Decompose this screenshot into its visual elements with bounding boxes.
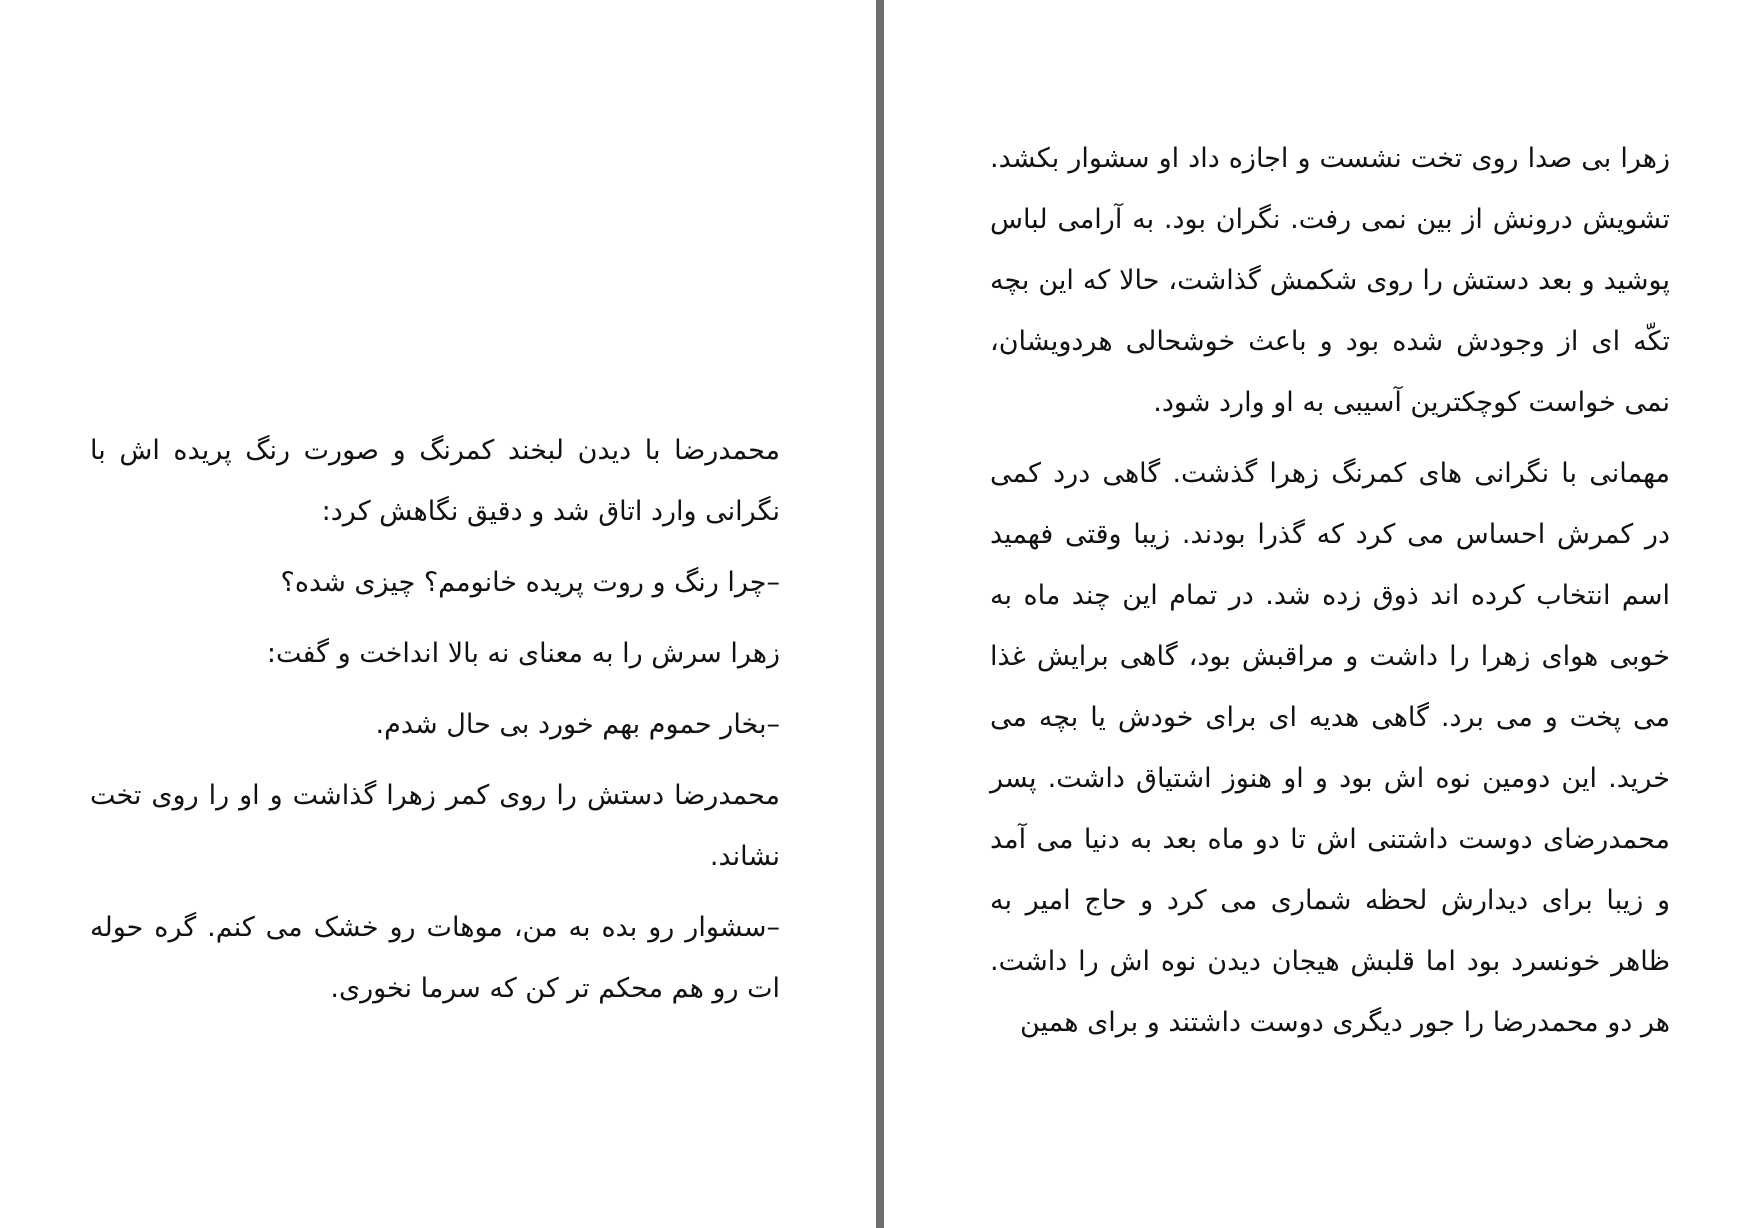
left-paragraph-1: محمدرضا با دیدن لبخند کمرنگ و صورت رنگ پریده اش با نگرانی وارد اتاق شد و دقیق نگاهش کرد: [90, 435, 780, 527]
right-paragraph-1: زهرا بی صدا روی تخت نشست و اجازه داد او سشوار بکشد. تشویش درونش از بین نمی رفت. نگران بود. به آرامی لباس پوشید و بعد دستش را روی شکمش گذاشت، حالا که این بچه تکّه ای از وجودش شده بود و باعث خوشحالی هردویشان، نمی خواست کوچکترین آسیبی به او وارد شود. [990, 143, 1670, 418]
left-paragraph-3: زهرا سرش را به معنای نه بالا انداخت و گفت: [266, 638, 780, 669]
page-gutter [876, 0, 884, 1228]
left-paragraph-4: –بخار حموم بهم خورد بی حال شدم. [375, 709, 780, 740]
left-paragraph-6: –سشوار رو بده به من، موهات رو خشک می کنم. گره حوله ات رو هم محکم تر کن که سرما نخوری. [90, 912, 780, 1004]
left-paragraph-2: –چرا رنگ و روت پریده خانومم؟ چیزی شده؟ [280, 567, 780, 598]
left-paragraph-5: محمدرضا دستش را روی کمر زهرا گذاشت و او را روی تخت نشاند. [90, 780, 780, 872]
right-page-text [990, 128, 1670, 1063]
left-page-text [90, 420, 780, 1029]
right-paragraph-2: مهمانی با نگرانی های کمرنگ زهرا گذشت. گاهی درد کمی در کمرش احساس می کرد که گذرا بودند. زیبا وقتی فهمید اسم انتخاب کرده اند ذوق زده شد. در تمام این چند ماه به خوبی هوای زهرا را داشت و مراقبش بود، گاهی برایش غذا می پخت و می برد. گاهی هدیه ای برای خودش یا بچه می خرید. این دومین نوه اش بود و او هنوز اشتیاق داشت. پسر محمدرضای دوست داشتنی اش تا دو ماه بعد به دنیا می آمد و زیبا برای دیدارش لحظه شماری می کرد و حاج امیر به ظاهر خونسرد بود اما قلبش هیجان دیدن نوه اش را داشت. هر دو محمدرضا را جور دیگری دوست داشتند و برای همین [990, 458, 1670, 1038]
